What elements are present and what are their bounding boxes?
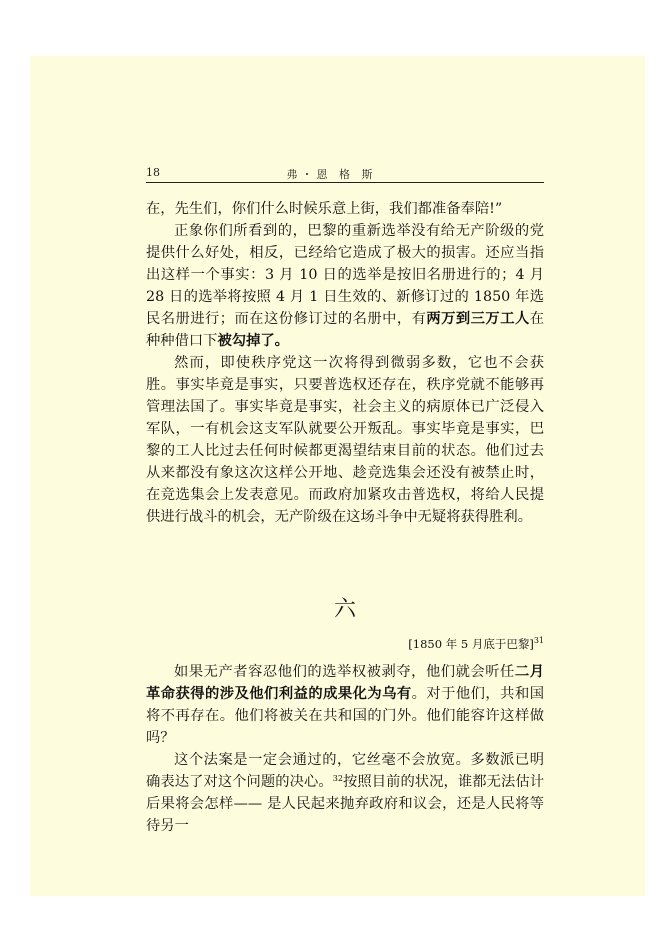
dateline <box>146 636 544 652</box>
footnote-marker: 31 <box>533 636 544 645</box>
bold-phrase: 两万到三万工人 <box>426 311 530 327</box>
paragraph-text: 然而，即使秩序党这一次将得到微弱多数，它也不会获胜。事实毕竟是事实，只要普选权还存在，秩序党就不能够再管理法国了。事实毕竟是事实，社会主义的病原体已广泛侵入军队，一有机会这支军队就要公开叛乱。事实毕竟是事实，巴黎的工人比过去任何时候都更渴望结束目前的状态。他们过去从来都没有象这次这样公开地、趁竞选集会还没有被禁止时，在竞选集会上发表意见。而政府加紧攻击普选权，将给人民提供进行战斗的机会，无产阶级在这场斗争中无疑将获得胜利。 <box>146 355 544 525</box>
bold-phrase: 二月革命获得的涉及他们利益的成果化为乌有 <box>146 664 545 702</box>
paragraph-text: 按照目前的状况，谁都无法估计后果将会怎样—— 是人民起来抛弃政府和议会，还是人民将等待另一 <box>146 774 545 834</box>
footnote-marker: 32 <box>332 774 343 783</box>
running-header <box>118 163 545 183</box>
paragraph <box>146 198 544 220</box>
running-title: 弗・恩 格 斯 <box>286 168 377 181</box>
paragraph-text: 这个法案是一定会通过的，它丝毫不会放宽。多数派已明确表达了对这个问题的决心。 <box>146 752 544 790</box>
body-text-part2 <box>146 661 544 837</box>
header-rule <box>146 182 544 183</box>
bold-phrase: 被勾掉了。 <box>217 333 289 349</box>
paragraph <box>146 352 544 528</box>
paragraph-text: 。对于他们，共和国将不再存在。他们将被关在共和国的门外。他们能容许这样做吗？ <box>146 686 544 746</box>
paragraph-text: 在，先生们，你们什么时候乐意上街，我们都准备奉陪!” <box>146 201 503 217</box>
section-heading: 六 <box>333 597 356 622</box>
paragraph-text: 正象你们所看到的，巴黎的重新选举没有给无产阶级的党提供什么好处，相反，已经给它造成了极大的损害。还应当指出这样一个事实：3 月 10 日的选举是按旧名册进行的；4 月 28 日的选举将按照 4 月 1 日生效的、新修订过的 1850 年选民名册进行；而在这份修订过的名册中，有 <box>146 223 544 327</box>
paragraph <box>146 749 544 837</box>
paragraph-text: 在种种借口下 <box>146 311 545 349</box>
paragraph <box>146 661 544 749</box>
paragraph-text: 如果无产者容忍他们的选举权被剥夺，他们就会听任 <box>174 664 515 680</box>
paragraph <box>146 220 544 352</box>
dateline-text: [1850 年 5 月底于巴黎] <box>408 637 534 651</box>
body-text-part1 <box>146 198 544 528</box>
page-number: 18 <box>146 166 160 179</box>
